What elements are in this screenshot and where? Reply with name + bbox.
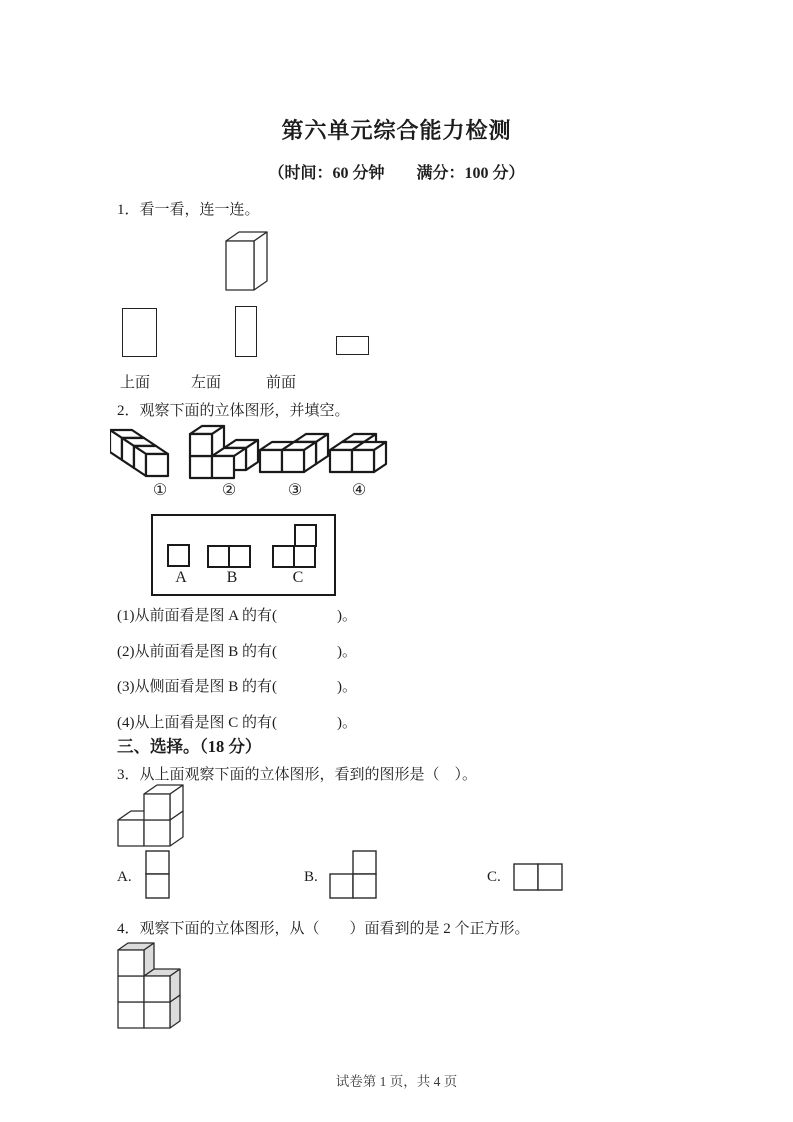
view-label-c: C	[292, 569, 304, 586]
views-box	[151, 514, 336, 596]
cube-figure-3	[256, 430, 334, 478]
question-4-text: 4．观察下面的立体图形，从（ ）面看到的是 2 个正方形。	[117, 921, 530, 937]
label-front-view: 前面	[266, 375, 297, 391]
page-footer: 试卷第 1 页，共 4 页	[335, 1074, 458, 1089]
option-a-label: A.	[117, 869, 132, 885]
option-c-label: C.	[487, 869, 501, 885]
blank-line-1: (1)从前面看是图 A 的有( )。	[117, 608, 357, 624]
view-rect-tall-wide	[122, 308, 157, 357]
option-b-label: B.	[304, 869, 318, 885]
cube-figure-1	[110, 424, 172, 480]
view-rect-small-wide	[336, 336, 369, 355]
page-title: 第六单元综合能力检测	[281, 118, 512, 143]
figure-number-2: ②	[221, 482, 237, 499]
section-3-header: 三、选择。（18 分）	[117, 737, 262, 756]
cuboid-figure	[220, 226, 274, 298]
question-2-text: 2．观察下面的立体图形，并填空。	[117, 403, 350, 419]
blank-line-2: (2)从前面看是图 B 的有( )。	[117, 644, 357, 660]
option-b-figure	[329, 850, 379, 900]
question-1-text: 1．看一看，连一连。	[117, 202, 260, 218]
cube-figure-2	[186, 424, 262, 482]
label-left-view: 左面	[191, 375, 222, 391]
figure-number-4: ④	[351, 482, 367, 499]
blank-line-4: (4)从上面看是图 C 的有( )。	[117, 715, 357, 731]
question-3-cube-figure	[112, 782, 192, 850]
exam-time-score: （时间：60 分钟 满分：100 分）	[268, 165, 525, 182]
question-3-text: 3．从上面观察下面的立体图形，看到的图形是（ ）。	[117, 767, 478, 783]
figure-number-3: ③	[287, 482, 303, 499]
view-rect-tall-narrow	[235, 306, 257, 357]
label-top-view: 上面	[120, 375, 151, 391]
cube-figure-4	[326, 430, 398, 478]
figure-number-1: ①	[152, 482, 168, 499]
blank-line-3: (3)从侧面看是图 B 的有( )。	[117, 679, 357, 695]
question-4-cube-figure	[114, 938, 194, 1032]
view-label-b: B	[226, 569, 238, 586]
option-c-figure	[513, 862, 565, 892]
view-label-a: A	[175, 569, 187, 586]
option-a-figure	[145, 850, 171, 900]
